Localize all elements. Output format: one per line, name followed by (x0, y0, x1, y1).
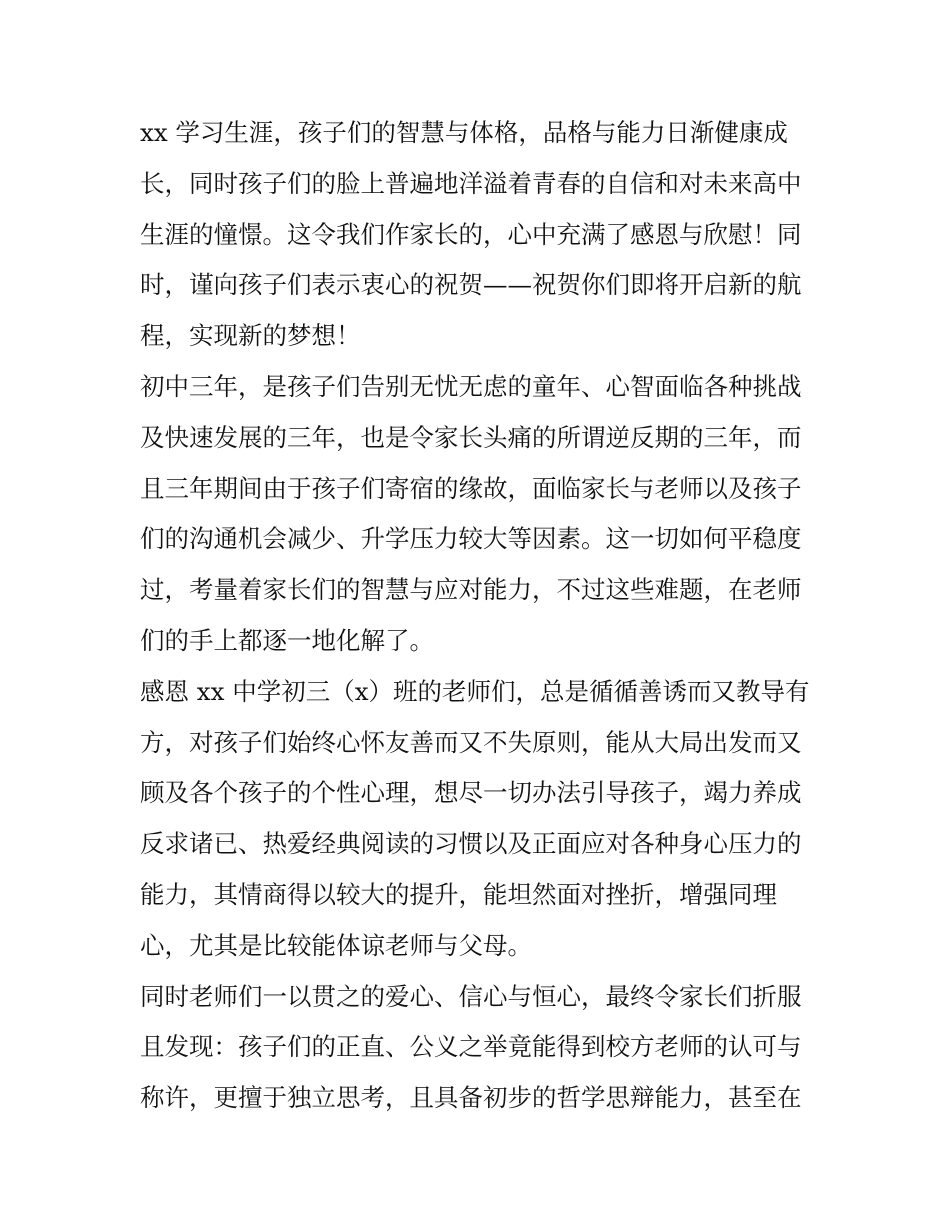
text-line: xx 学习生涯，孩子们的智慧与体格，品格与能力日渐健康成 (140, 118, 788, 147)
text-line: 感恩 xx 中学初三（x）班的老师们，总是循循善诱而又教导有 (140, 676, 810, 706)
text-line: 方，对孩子们始终心怀友善而又不失原则，能从大局出发而又 (140, 727, 802, 757)
text-line: 时，谨向孩子们表示衷心的祝贺——祝贺你们即将开启新的航 (140, 270, 802, 300)
text-line: 且发现：孩子们的正直、公义之举竟能得到校方老师的认可与 (140, 1032, 802, 1062)
text-line: 同时老师们一以贯之的爱心、信心与恒心，最终令家长们折服 (140, 981, 802, 1011)
text-line: 及快速发展的三年，也是令家长头痛的所谓逆反期的三年，而 (140, 422, 802, 452)
text-line: 们的手上都逐一地化解了。 (140, 625, 434, 655)
text-line: 称许，更擅于独立思考，且具备初步的哲学思辩能力，甚至在 (140, 1083, 802, 1113)
text-line: 能力，其情商得以较大的提升，能坦然面对挫折，增强同理 (140, 879, 777, 909)
text-line: 心，尤其是比较能体谅老师与父母。 (140, 930, 532, 960)
text-line: 长，同时孩子们的脸上普遍地洋溢着青春的自信和对未来高中 (140, 168, 802, 198)
text-line: 初中三年，是孩子们告别无忧无虑的童年、心智面临各种挑战 (140, 371, 802, 401)
text-line: 们的沟通机会减少、升学压力较大等因素。这一切如何平稳度 (140, 524, 802, 554)
text-line: 反求诸已、热爱经典阅读的习惯以及正面应对各种身心压力的 (140, 829, 802, 859)
text-line: 程，实现新的梦想！ (140, 321, 361, 351)
text-line: 顾及各个孩子的个性心理，想尽一切办法引导孩子，竭力养成 (140, 778, 802, 808)
text-line: 生涯的憧憬。这令我们作家长的，心中充满了感恩与欣慰！同 (140, 219, 802, 249)
text-line: 过，考量着家长们的智慧与应对能力，不过这些难题，在老师 (140, 575, 802, 605)
text-line: 且三年期间由于孩子们寄宿的缘故，面临家长与老师以及孩子 (140, 473, 802, 503)
document-body (140, 108, 820, 1124)
